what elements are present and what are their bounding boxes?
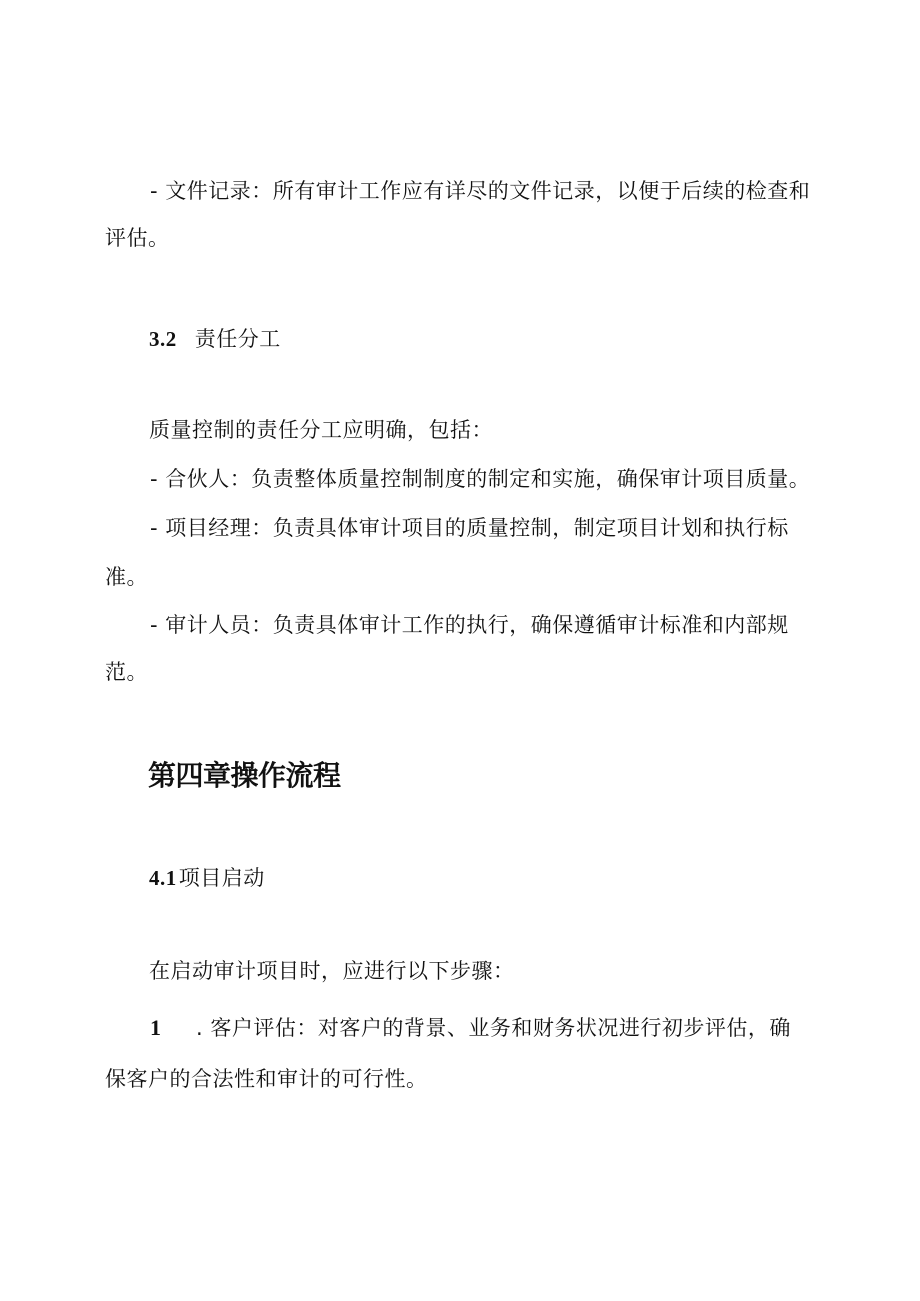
section-3-2-heading — [149, 324, 281, 354]
auditor-item-line2: 范。 — [105, 660, 148, 684]
section-4-1-number: 4.1 — [149, 866, 177, 890]
records-item-line2: 评估。 — [105, 226, 170, 250]
manager-item-line1: - 项目经理：负责具体审计项目的质量控制，制定项目计划和执行标 — [150, 516, 789, 540]
step-1-line2: 保客户的合法性和审计的可行性。 — [105, 1067, 428, 1091]
section-4-1-title: 项目启动 — [178, 866, 265, 890]
step-1-number: 1 — [150, 1015, 162, 1040]
section-4-1-heading — [149, 863, 265, 893]
section-3-2-intro: 质量控制的责任分工应明确，包括： — [149, 418, 493, 442]
step-1-text: . 客户评估：对客户的背景、业务和财务状况进行初步评估，确 — [196, 1016, 791, 1040]
auditor-item-line1: - 审计人员：负责具体审计工作的执行，确保遵循审计标准和内部规 — [150, 613, 789, 637]
records-item-line1: - 文件记录：所有审计工作应有详尽的文件记录，以便于后续的检查和 — [150, 179, 811, 203]
partner-item: - 合伙人：负责整体质量控制制度的制定和实施，确保审计项目质量。 — [150, 467, 811, 491]
chapter-4-title: 第四章操作流程 — [148, 759, 341, 792]
manager-item-line2: 准。 — [105, 565, 148, 589]
section-3-2-number: 3.2 — [149, 327, 177, 351]
step-1-line1 — [150, 1013, 791, 1043]
section-4-1-intro: 在启动审计项目时，应进行以下步骤： — [149, 959, 515, 983]
section-3-2-title: 责任分工 — [194, 327, 281, 351]
